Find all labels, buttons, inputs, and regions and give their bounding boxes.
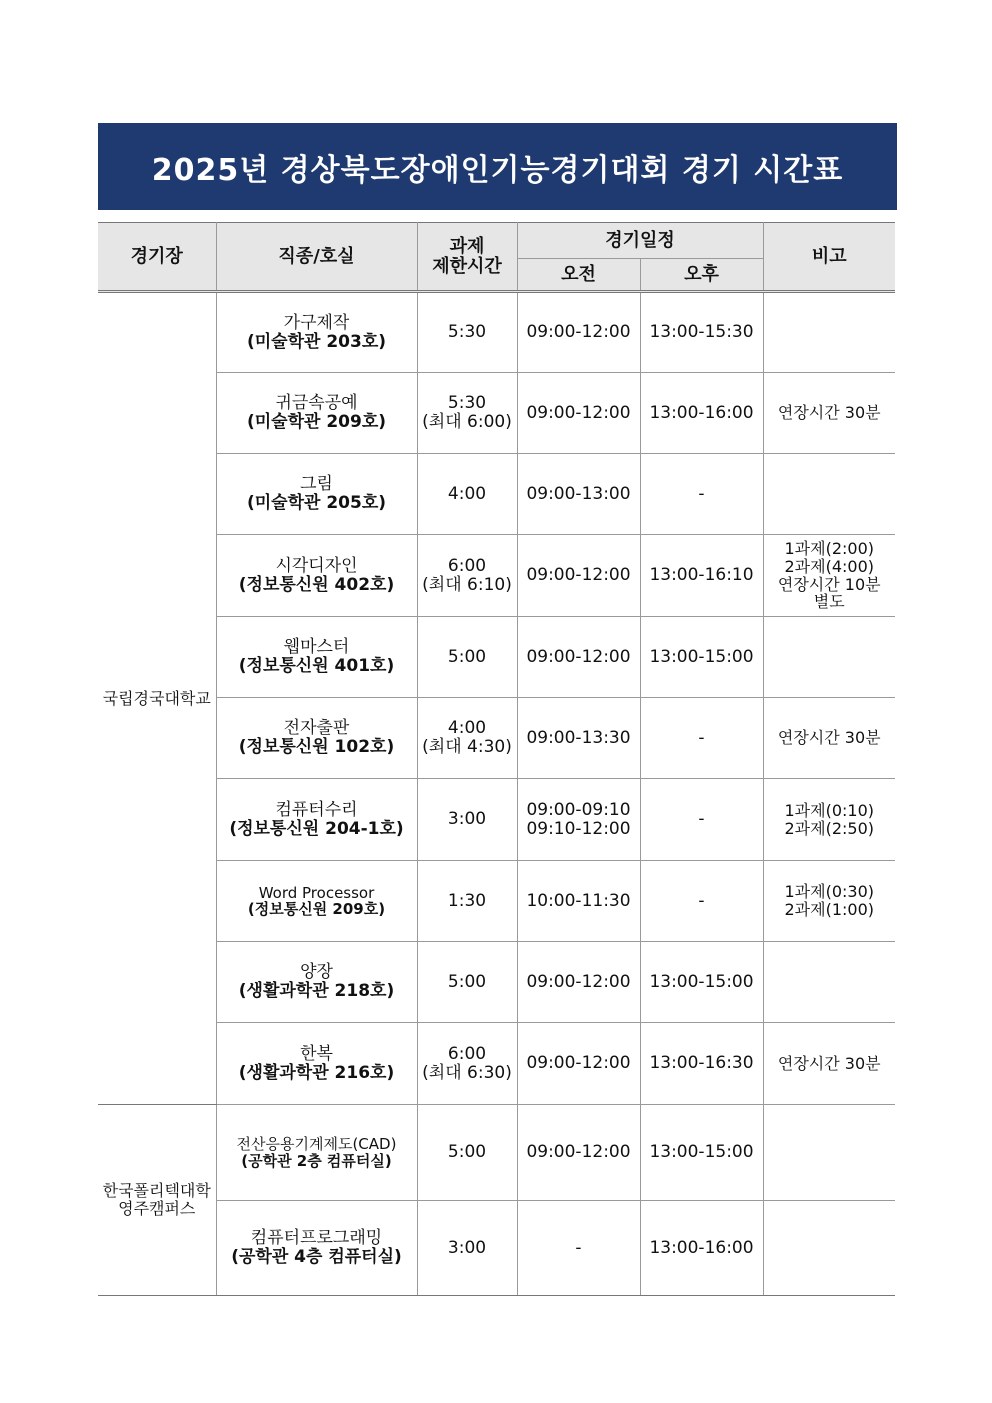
limit-cell — [417, 373, 517, 454]
pm-cell — [640, 535, 763, 617]
note-cell — [763, 698, 895, 779]
limit-time: 5:00 — [447, 646, 487, 667]
trade-cell — [216, 861, 417, 942]
limit-time: 6:00 — [447, 1043, 487, 1064]
venue-name: 국립경국대학교 — [102, 688, 211, 708]
trade-cell — [216, 698, 417, 779]
header-note: 비고 — [763, 223, 895, 292]
trade-room: (미술학관 209호) — [246, 412, 387, 432]
note-cell — [763, 942, 895, 1023]
note-text: 1과제(2:00) 2과제(4:00) 연장시간 10분 별도 — [777, 539, 881, 612]
note-cell — [763, 535, 895, 617]
am-cell — [517, 942, 640, 1023]
limit-time: 5:00 — [447, 971, 487, 992]
pm-cell — [640, 454, 763, 535]
trade-name: 한복 — [300, 1043, 333, 1064]
limit-cell — [417, 535, 517, 617]
table-row — [98, 942, 895, 1023]
pm-text: - — [698, 483, 705, 504]
note-text: 연장시간 30분 — [777, 403, 881, 423]
limit-time: 6:00 — [447, 555, 487, 576]
pm-cell — [640, 779, 763, 861]
trade-name: 컴퓨터수리 — [275, 799, 358, 820]
am-text: 09:00-12:00 — [526, 971, 631, 992]
trade-cell — [216, 942, 417, 1023]
limit-time: 3:00 — [447, 1237, 487, 1258]
pm-cell — [640, 1201, 763, 1296]
limit-max: (최대 6:10) — [422, 574, 512, 595]
trade-room: (공학관 2층 컴퓨터실) — [241, 1151, 392, 1170]
table-row — [98, 861, 895, 942]
trade-room: (정보통신원 402호) — [238, 574, 395, 595]
schedule-body — [98, 292, 895, 1296]
trade-cell — [216, 1023, 417, 1105]
pm-text: 13:00-15:30 — [649, 322, 754, 343]
trade-name: 전산응용기계제도(CAD) — [236, 1135, 397, 1153]
limit-time: 4:00 — [447, 718, 487, 739]
table-row — [98, 617, 895, 698]
am-cell — [517, 617, 640, 698]
pm-text: 13:00-16:10 — [649, 565, 754, 586]
am-cell — [517, 373, 640, 454]
pm-text: 13:00-16:00 — [649, 1237, 754, 1258]
venue-cell — [98, 292, 216, 1105]
pm-text: - — [698, 890, 705, 911]
pm-cell — [640, 1023, 763, 1105]
trade-room: (정보통신원 102호) — [238, 737, 395, 757]
header-am: 오전 — [517, 259, 640, 292]
am-text: 09:00-12:00 — [526, 322, 631, 343]
pm-text: 13:00-15:00 — [649, 1142, 754, 1163]
trade-room: (생활과학관 216호) — [238, 1062, 395, 1083]
note-cell — [763, 1201, 895, 1296]
limit-time: 3:00 — [447, 809, 487, 830]
am-cell — [517, 779, 640, 861]
note-text: 연장시간 30분 — [777, 728, 881, 748]
header-limit-text: 과제 제한시간 — [432, 235, 502, 277]
header-limit — [417, 223, 517, 292]
am-text: 09:00-12:00 — [526, 646, 631, 667]
note-cell — [763, 1105, 895, 1201]
am-cell — [517, 535, 640, 617]
trade-name: 컴퓨터프로그래밍 — [250, 1228, 383, 1249]
table-row — [98, 292, 895, 373]
pm-cell — [640, 373, 763, 454]
trade-room: (미술학관 205호) — [246, 493, 387, 513]
trade-cell — [216, 1201, 417, 1296]
pm-text: 13:00-16:00 — [649, 402, 754, 423]
trade-name: 웹마스터 — [283, 637, 350, 658]
trade-cell — [216, 292, 417, 373]
pm-cell — [640, 861, 763, 942]
note-cell — [763, 617, 895, 698]
am-text: 09:00-13:30 — [526, 727, 631, 748]
limit-time: 1:30 — [447, 890, 487, 911]
table-row — [98, 1201, 895, 1296]
limit-max: (최대 4:30) — [422, 737, 512, 757]
am-text: 09:00-12:00 — [526, 402, 631, 423]
limit-cell — [417, 779, 517, 861]
header-venue: 경기장 — [98, 223, 216, 292]
header-schedule: 경기일정 — [517, 223, 763, 259]
trade-cell — [216, 373, 417, 454]
trade-cell — [216, 617, 417, 698]
limit-cell — [417, 942, 517, 1023]
trade-room: (생활과학관 218호) — [238, 981, 395, 1001]
table-row — [98, 1023, 895, 1105]
limit-cell — [417, 617, 517, 698]
am-cell — [517, 1105, 640, 1201]
trade-room: (정보통신원 204-1호) — [229, 818, 404, 839]
limit-time: 5:30 — [447, 393, 487, 414]
note-cell — [763, 1023, 895, 1105]
am-text: 09:00-12:00 — [526, 565, 631, 586]
trade-room: (정보통신원 209호) — [247, 900, 386, 918]
am-cell — [517, 1201, 640, 1296]
limit-time: 4:00 — [447, 483, 487, 504]
limit-cell — [417, 1023, 517, 1105]
am-text: 09:00-13:00 — [526, 483, 631, 504]
note-cell — [763, 373, 895, 454]
limit-cell — [417, 861, 517, 942]
limit-cell — [417, 292, 517, 373]
am-cell — [517, 1023, 640, 1105]
trade-name: Word Processor — [258, 883, 375, 902]
trade-name: 전자출판 — [283, 718, 350, 739]
note-text: 1과제(0:30) 2과제(1:00) — [784, 882, 874, 919]
venue-name: 한국폴리텍대학 영주캠퍼스 — [102, 1181, 211, 1218]
note-text: 연장시간 30분 — [777, 1053, 881, 1073]
limit-max: (최대 6:30) — [422, 1062, 512, 1083]
trade-room: (정보통신원 401호) — [238, 656, 395, 676]
pm-text: - — [698, 727, 705, 748]
table-row — [98, 698, 895, 779]
document-title: 2025년 경상북도장애인기능경기대회 경기 시간표 — [98, 123, 897, 210]
pm-cell — [640, 617, 763, 698]
pm-text: - — [698, 809, 705, 830]
pm-cell — [640, 292, 763, 373]
trade-cell — [216, 535, 417, 617]
am-cell — [517, 454, 640, 535]
am-text: 09:00-09:10 09:10-12:00 — [526, 799, 631, 839]
pm-text: 13:00-15:00 — [649, 971, 754, 992]
pm-cell — [640, 942, 763, 1023]
trade-name: 귀금속공예 — [275, 393, 358, 414]
table-row — [98, 454, 895, 535]
note-cell — [763, 292, 895, 373]
trade-cell — [216, 779, 417, 861]
limit-cell — [417, 1105, 517, 1201]
am-cell — [517, 292, 640, 373]
note-cell — [763, 454, 895, 535]
am-text: - — [575, 1237, 582, 1258]
pm-text: 13:00-15:00 — [649, 646, 754, 667]
limit-cell — [417, 454, 517, 535]
venue-cell — [98, 1105, 216, 1296]
table-row — [98, 1105, 895, 1201]
schedule-table — [98, 222, 895, 1296]
am-cell — [517, 861, 640, 942]
trade-name: 그림 — [300, 474, 333, 495]
trade-name: 가구제작 — [283, 312, 350, 333]
limit-time: 5:00 — [447, 1142, 487, 1163]
header-trade: 직종/호실 — [216, 223, 417, 292]
am-text: 10:00-11:30 — [526, 890, 631, 911]
note-cell — [763, 861, 895, 942]
am-text: 09:00-12:00 — [526, 1142, 631, 1163]
limit-cell — [417, 698, 517, 779]
table-row — [98, 535, 895, 617]
trade-room: (미술학관 203호) — [246, 331, 387, 352]
am-cell — [517, 698, 640, 779]
trade-name: 시각디자인 — [275, 555, 358, 576]
trade-name: 양장 — [300, 962, 333, 983]
trade-room: (공학관 4층 컴퓨터실) — [231, 1247, 402, 1267]
table-row — [98, 779, 895, 861]
pm-cell — [640, 698, 763, 779]
limit-time: 5:30 — [447, 322, 487, 343]
header-pm: 오후 — [640, 259, 763, 292]
limit-cell — [417, 1201, 517, 1296]
note-cell — [763, 779, 895, 861]
trade-cell — [216, 454, 417, 535]
table-row — [98, 373, 895, 454]
trade-cell — [216, 1105, 417, 1201]
pm-text: 13:00-16:30 — [649, 1053, 754, 1074]
note-text: 1과제(0:10) 2과제(2:50) — [784, 800, 874, 838]
limit-max: (최대 6:00) — [422, 412, 512, 432]
am-text: 09:00-12:00 — [526, 1053, 631, 1074]
pm-cell — [640, 1105, 763, 1201]
